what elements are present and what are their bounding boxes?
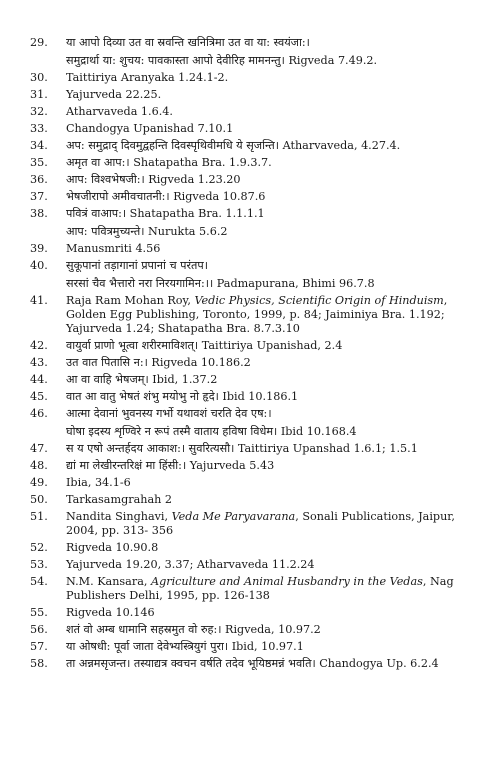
footnote-line: Yajurveda 19.20, 3.37; Atharvaveda 11.2.24 [66, 558, 315, 571]
footnote [30, 339, 484, 353]
footnote-line: द्यां मा लेखीरन्तरिक्षं मा हिंसी:। Yajurveda 5.43 [66, 459, 275, 472]
footnote-number: 41. [30, 294, 48, 307]
footnote-number: 33. [30, 122, 48, 135]
footnote-number: 44. [30, 373, 48, 386]
footnote-line: पवित्रं वाआप:। Shatapatha Bra. 1.1.1.1 [66, 207, 265, 220]
footnote-number: 43. [30, 356, 48, 369]
footnote-line: अप: समुद्राद् दिवमुद्वहन्ति दिवस्पृथिवीमधि ये सृजन्ति। Atharvaveda, 4.27.4. [66, 139, 401, 152]
footnote-number: 31. [30, 88, 48, 101]
footnote [30, 442, 484, 456]
footnote-text [66, 139, 484, 153]
citation-text: , Nag Publishers Delhi, 1995, pp. 126-138 [66, 575, 454, 602]
footnote-number: 56. [30, 623, 48, 636]
footnote [30, 356, 484, 370]
footnote [30, 373, 484, 387]
footnote-number: 35. [30, 156, 48, 169]
footnote-text [66, 390, 484, 404]
footnote-line: Rigveda 10.146 [66, 606, 155, 619]
footnote-text [66, 190, 484, 204]
footnote-text [66, 242, 484, 256]
footnote-line: आ वा वाहि भेषजम्। Ibid, 1.37.2 [66, 373, 218, 386]
footnote-line: उत वात पितासि न:। Rigveda 10.186.2 [66, 356, 251, 369]
footnote [30, 122, 484, 136]
footnote-text [66, 207, 484, 239]
footnote-text [66, 541, 484, 555]
footnote-text [66, 640, 484, 654]
footnote [30, 575, 484, 603]
work-title: Agriculture and Animal Husbandry in the Vedas [150, 575, 423, 588]
footnote-number: 45. [30, 390, 48, 403]
footnote-number: 48. [30, 459, 48, 472]
footnote-text [66, 510, 484, 538]
footnote [30, 88, 484, 102]
footnote-number: 54. [30, 575, 48, 588]
footnote-line: वात आ वातु भेषतं शंभु मयोभु नो हृदे। Ibid 10.186.1 [66, 390, 299, 403]
footnote-text [66, 356, 484, 370]
footnote-number: 55. [30, 606, 48, 619]
citation-text: , Golden Egg Publishing, Toronto, 1999, p. 84; Jaiminiya Bra. 1.192; Yajurveda 1.24; Shatapatha Bra. 8.7.3.10 [66, 294, 448, 335]
footnote-line: Atharvaveda 1.6.4. [66, 105, 173, 118]
footnote-text [66, 122, 484, 136]
footnote-number: 39. [30, 242, 48, 255]
footnote-line: Chandogya Upanishad 7.10.1 [66, 122, 234, 135]
footnote-number: 30. [30, 71, 48, 84]
footnote-line: Ibia, 34.1-6 [66, 476, 131, 489]
footnote-number: 40. [30, 259, 48, 272]
footnote-text [66, 71, 484, 85]
footnote [30, 640, 484, 654]
footnote [30, 294, 484, 336]
footnote-text [66, 373, 484, 387]
footnote-line: सुकूपानां तड़ागानां प्रपानां च परंतप। [66, 259, 209, 272]
footnote-text [66, 339, 484, 353]
footnote [30, 623, 484, 637]
citation-text: Nandita Singhavi, [66, 510, 172, 523]
footnote-number: 38. [30, 207, 48, 220]
footnote-text [66, 558, 484, 572]
footnote [30, 259, 484, 291]
footnote [30, 606, 484, 620]
citation-text: Raja Ram Mohan Roy, [66, 294, 195, 307]
footnote-number: 57. [30, 640, 48, 653]
footnote-line: या ओषधी: पूर्वा जाता देवेभ्यस्त्रियुगं पुरा। Ibid, 10.97.1 [66, 640, 304, 653]
footnote-text [66, 105, 484, 119]
footnote-line: अमृत वा आप:। Shatapatha Bra. 1.9.3.7. [66, 156, 272, 169]
footnote-line: ता अन्नमसृजन्त। तस्याद्यत्र क्वचन वर्षति तदेव भूयिष्ठमन्नं भवति। Chandogya Up. 6.2.4 [66, 657, 439, 670]
work-title: Vedic Physics, Scientific Origin of Hinduism [194, 294, 444, 307]
footnote-line: आत्मा देवानां भुवनस्य गर्भो यथावशं चरति देव एष:। [66, 407, 272, 420]
footnote [30, 510, 484, 538]
footnote-number: 34. [30, 139, 48, 152]
footnote-number: 36. [30, 173, 48, 186]
footnote [30, 173, 484, 187]
footnote [30, 156, 484, 170]
footnote-text [66, 459, 484, 473]
footnote-number: 32. [30, 105, 48, 118]
footnote-line: Yajurveda 22.25. [66, 88, 162, 101]
footnote-text [66, 623, 484, 637]
footnote [30, 390, 484, 404]
footnote [30, 139, 484, 153]
footnote-line: समुद्रार्था या: शुचय: पावकास्ता आपो देवीरिह मामनन्तु। Rigveda 7.49.2. [66, 54, 378, 67]
footnote-line: स य एषो अन्तर्हदय आकाश:। सुवरित्यसौ। Taittiriya Upanshad 1.6.1; 1.5.1 [66, 442, 418, 455]
footnote [30, 190, 484, 204]
footnote [30, 657, 484, 671]
footnote [30, 36, 484, 68]
footnote [30, 105, 484, 119]
work-title: Veda Me Paryavarana [171, 510, 296, 523]
footnote-number: 53. [30, 558, 48, 571]
footnote-text [66, 606, 484, 620]
footnote-text [66, 407, 484, 439]
footnote-line: आप: पवित्रमुच्यन्ते। Nurukta 5.6.2 [66, 225, 228, 238]
footnote-line: शतं वो अम्ब धामानि सहस्रमुत वो रुह:। Rigveda, 10.97.2 [66, 623, 321, 636]
footnote-number: 52. [30, 541, 48, 554]
footnote-text [66, 493, 484, 507]
footnote [30, 541, 484, 555]
footnote-line: सरसां चैव भैत्तारो नरा निरयगामिन:।। Padmapurana, Bhimi 96.7.8 [66, 277, 375, 290]
citation-text: N.M. Kansara, [66, 575, 151, 588]
footnote-number: 42. [30, 339, 48, 352]
footnote [30, 207, 484, 239]
footnote-text [66, 575, 484, 603]
footnote-number: 37. [30, 190, 48, 203]
footnote [30, 459, 484, 473]
footnote-line: या आपो दिव्या उत वा स्रवन्ति खनित्रिमा उत वा या: स्वयंजा:। [66, 36, 310, 49]
footnote [30, 558, 484, 572]
footnote-text [66, 442, 484, 456]
footnote-line: Rigveda 10.90.8 [66, 541, 159, 554]
footnote-line: वायुर्वा प्राणो भूत्वा शरीरमाविशत्। Taittiriya Upanishad, 2.4 [66, 339, 343, 352]
footnote-line: भेषजीरापो अमीवचातनी:। Rigveda 10.87.6 [66, 190, 266, 203]
citation-text: , Sonali Publications, Jaipur, 2004, pp. 313- 356 [66, 510, 455, 537]
footnote-text [66, 156, 484, 170]
footnote-text [66, 259, 484, 291]
footnote-line: Tarkasamgrahah 2 [66, 493, 173, 506]
footnote-number: 50. [30, 493, 48, 506]
footnote-number: 29. [30, 36, 48, 49]
footnote-text [66, 294, 484, 336]
footnote-text [66, 173, 484, 187]
footnote-text [66, 476, 484, 490]
footnote-line: आप: विश्वभेषजी:। Rigveda 1.23.20 [66, 173, 241, 186]
footnote [30, 407, 484, 439]
footnote [30, 476, 484, 490]
footnote [30, 242, 484, 256]
footnote-line: Taittiriya Aranyaka 1.24.1-2. [66, 71, 229, 84]
footnote-number: 49. [30, 476, 48, 489]
footnote-number: 46. [30, 407, 48, 420]
footnote-number: 58. [30, 657, 48, 670]
footnote-line: घोषा इदस्य शृण्विरे न रूपं तस्मै वाताय हविषा विधेम। Ibid 10.168.4 [66, 425, 357, 438]
footnote-line: Manusmriti 4.56 [66, 242, 161, 255]
footnote [30, 71, 484, 85]
footnote-text [66, 88, 484, 102]
footnote-number: 47. [30, 442, 48, 455]
footnote-text [66, 657, 484, 671]
footnote-text [66, 36, 484, 68]
footnote [30, 493, 484, 507]
footnote-number: 51. [30, 510, 48, 523]
